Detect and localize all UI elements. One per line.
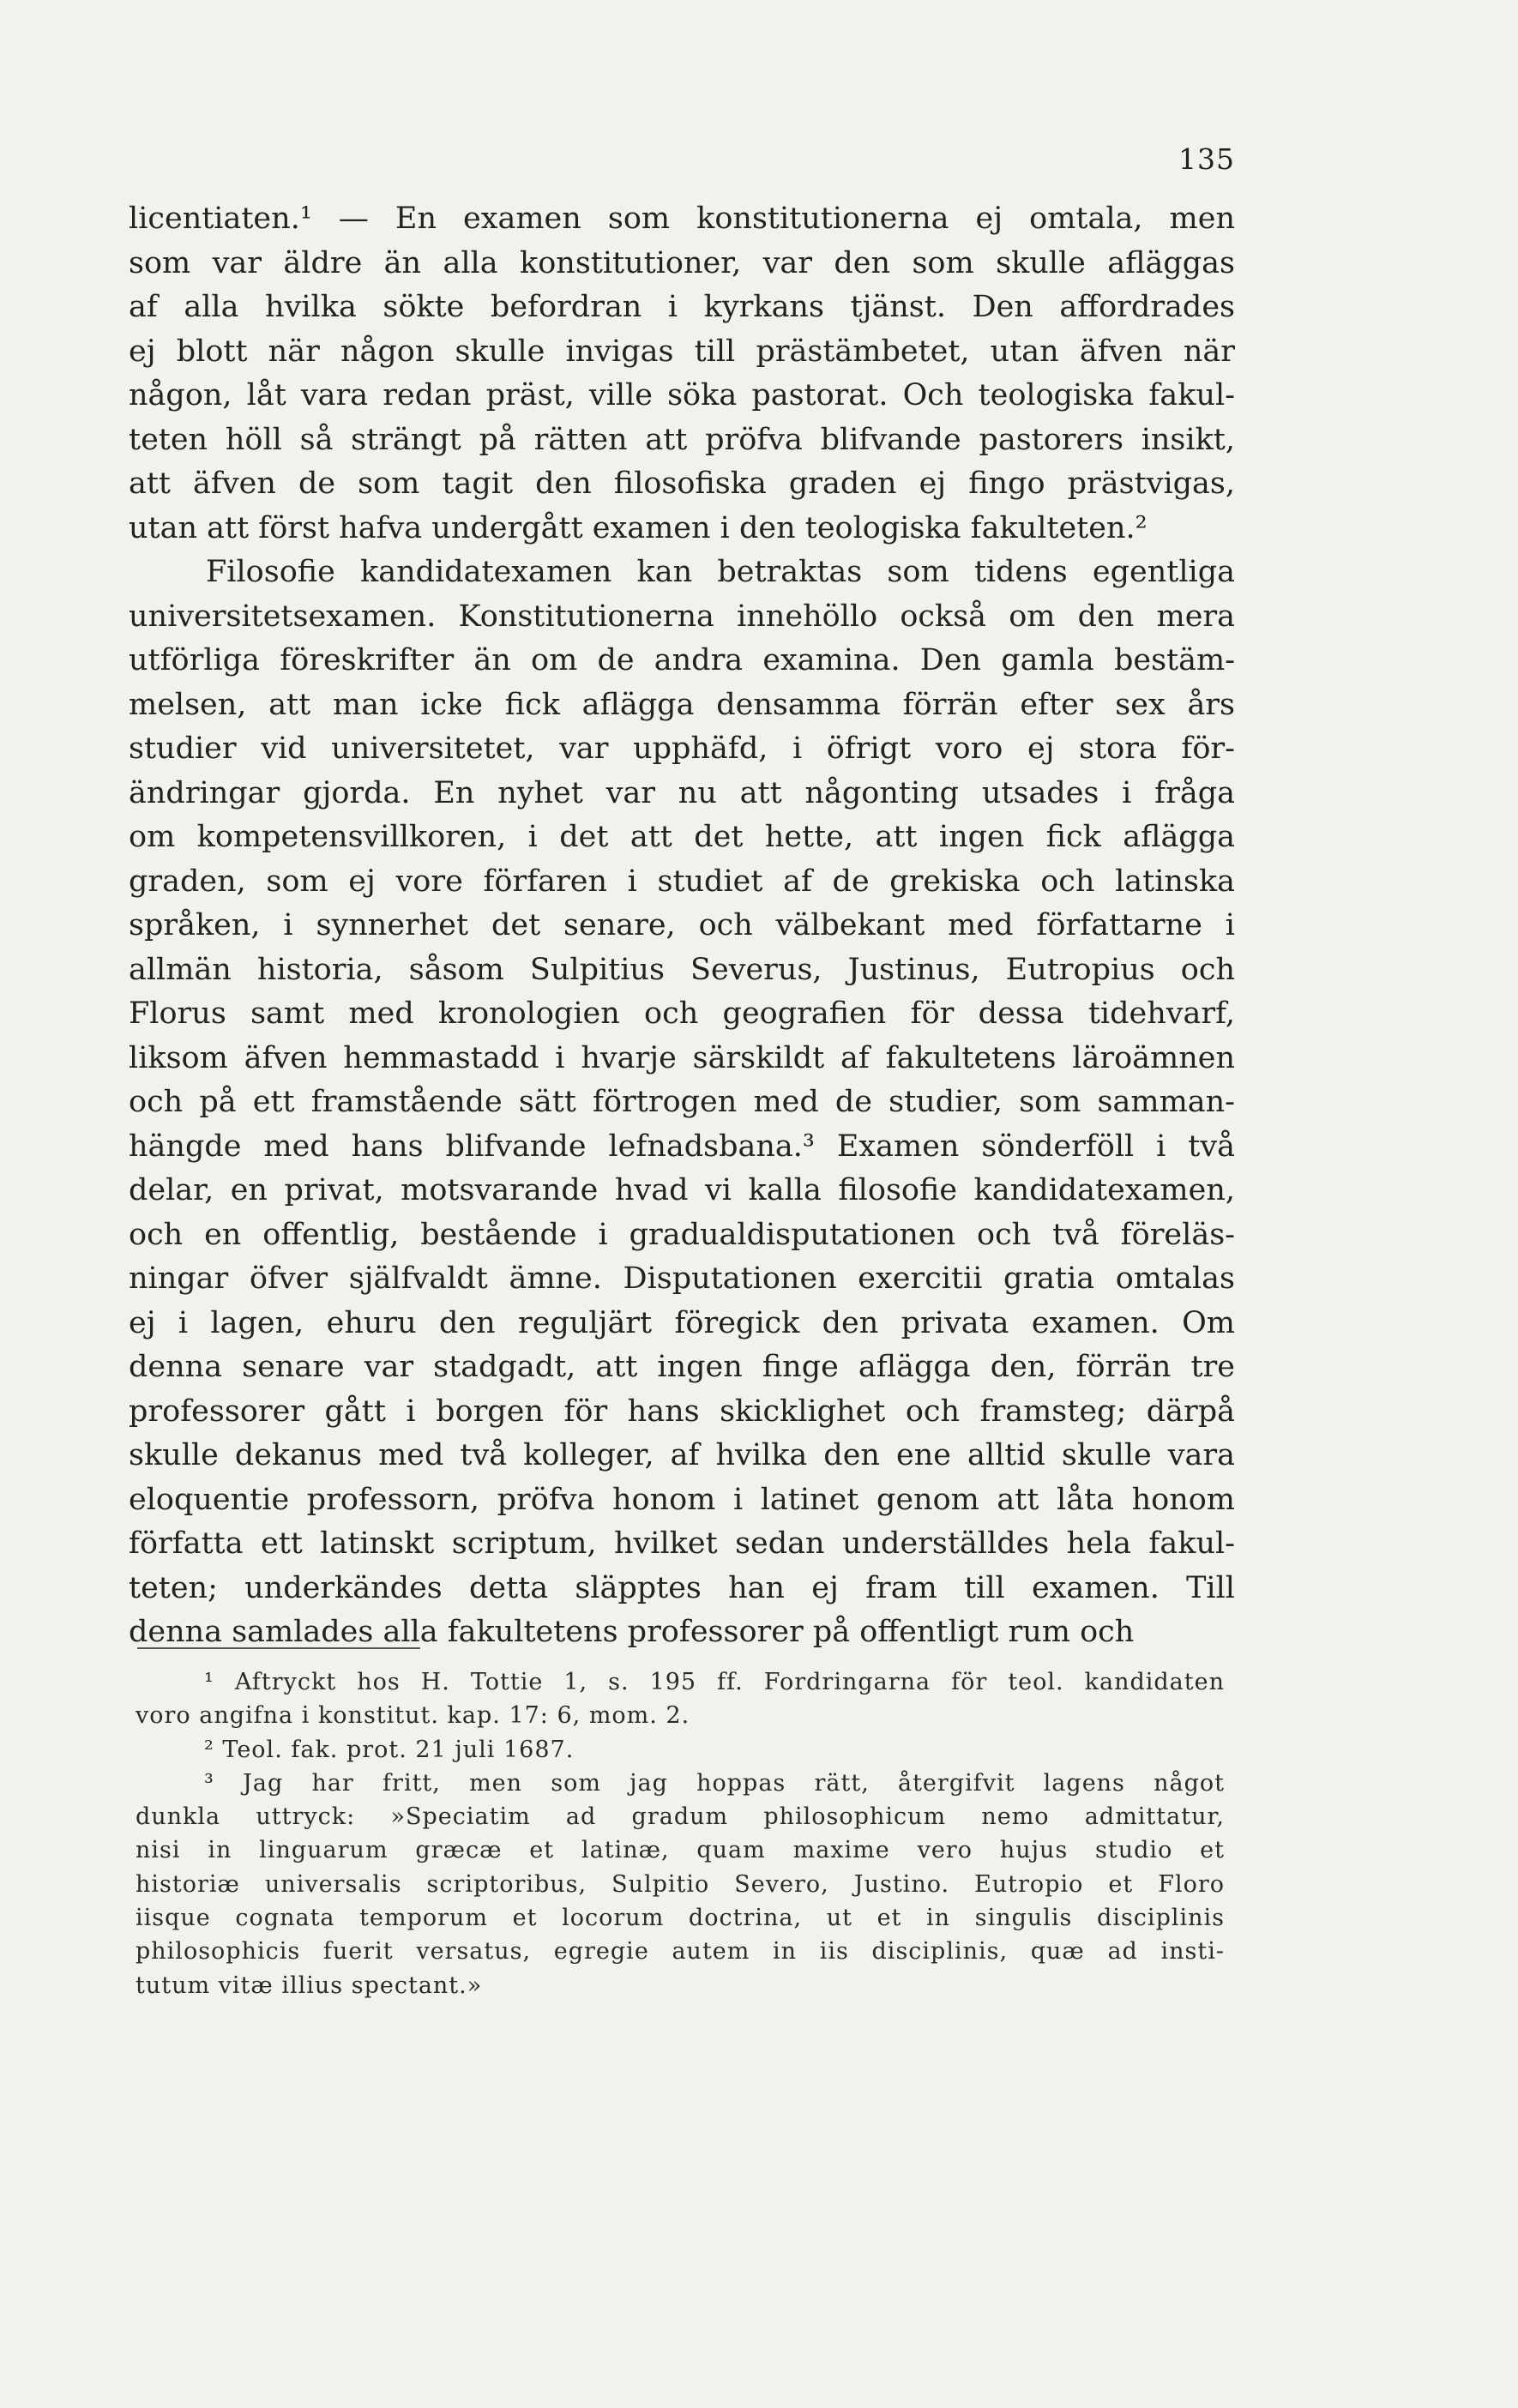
footnote-divider — [137, 1647, 420, 1649]
text-line: teten; underkändes detta släpptes han ej fram till examen. Till — [129, 1570, 1235, 1605]
text-line: utan att först hafva undergått examen i den teologiska fakulteten.² — [129, 510, 1148, 545]
text-line: af alla hvilka sökte befordran i kyrkans tjänst. Den affordrades — [129, 290, 1235, 324]
footnote-line: iisque cognata temporum et locorum doctrina, ut et in singulis disciplinis — [136, 1905, 1225, 1932]
text-line: allmän historia, såsom Sulpitius Severus, Justinus, Eutropius och — [129, 952, 1235, 987]
text-line: skulle dekanus med två kolleger, af hvilka den ene alltid skulle vara — [129, 1438, 1235, 1472]
footnote-line: philosophicis fuerit versatus, egregie autem in iis disciplinis, quæ ad insti- — [136, 1938, 1225, 1966]
text-line: utförliga föreskrifter än om de andra examina. Den gamla bestäm- — [129, 643, 1235, 677]
footnote-line: ² Teol. fak. prot. 21 juli 1687. — [204, 1736, 575, 1763]
footnote-line: nisi in linguarum græcæ et latinæ, quam maxime vero hujus studio et — [136, 1837, 1225, 1864]
text-line: professorer gått i borgen för hans skicklighet och framsteg; därpå — [129, 1394, 1235, 1429]
text-line: ningar öfver själfvaldt ämne. Disputationen exercitii gratia omtalas — [129, 1261, 1235, 1296]
text-line: ändringar gjorda. En nyhet var nu att någonting utsades i fråga — [129, 775, 1235, 810]
text-line: någon, låt vara redan präst, ville söka pastorat. Och teologiska fakul- — [129, 378, 1235, 412]
footnote-line: tutum vitæ illius spectant.» — [136, 1972, 483, 1999]
text-line: licentiaten.¹ — En examen som konstitutionerna ej omtala, men — [129, 202, 1235, 236]
text-line: eloquentie professorn, pröfva honom i latinet genom att låta honom — [129, 1482, 1235, 1517]
text-line: författa ett latinskt scriptum, hvilket sedan underställdes hela fakul- — [129, 1526, 1235, 1561]
text-line: delar, en privat, motsvarande hvad vi kalla filosofie kandidatexamen, — [129, 1173, 1235, 1207]
text-line: denna senare var stadgadt, att ingen finge aflägga den, förrän tre — [129, 1350, 1235, 1384]
text-line: melsen, att man icke fick aflägga densamma förrän efter sex års — [129, 687, 1235, 722]
text-line: teten höll så strängt på rätten att pröfva blifvande pastorers insikt, — [129, 422, 1235, 457]
text-line: Florus samt med kronologien och geografien för dessa tidehvarf, — [129, 996, 1235, 1031]
text-line: att äfven de som tagit den filosofiska graden ej fingo prästvigas, — [129, 467, 1235, 501]
text-line: och en offentlig, bestående i gradualdisputationen och två föreläs- — [129, 1217, 1235, 1252]
footnote-line: ¹ Aftryckt hos H. Tottie 1, s. 195 ff. Fordringarna för teol. kandidaten — [204, 1669, 1225, 1695]
footnote-line: ³ Jag har fritt, men som jag hoppas rätt, återgifvit lagens något — [204, 1769, 1225, 1797]
footnote-line: historiæ universalis scriptoribus, Sulpitio Severo, Justino. Eutropio et Floro — [136, 1870, 1225, 1898]
text-line: språken, i synnerhet det senare, och välbekant med författarne i — [129, 908, 1235, 942]
page-number: 135 — [1178, 142, 1235, 176]
body-text — [129, 197, 1235, 1655]
text-line: och på ett framstående sätt förtrogen med de studier, som samman- — [129, 1085, 1235, 1119]
text-line: som var äldre än alla konstitutioner, var den som skulle afläggas — [129, 245, 1235, 280]
text-line: studier vid universitetet, var upphäfd, i öfrigt voro ej stora för- — [129, 731, 1235, 766]
text-line: liksom äfven hemmastadd i hvarje särskildt af fakultetens läroämnen — [129, 1040, 1235, 1075]
text-line: ej i lagen, ehuru den reguljärt föregick den privata examen. Om — [129, 1305, 1235, 1340]
text-line: ej blott när någon skulle invigas till prästämbetet, utan äfven när — [129, 334, 1235, 369]
text-line: hängde med hans blifvande lefnadsbana.³ Examen sönderföll i två — [129, 1129, 1235, 1164]
footnote-line: voro angifna i konstitut. kap. 17: 6, mom. 2. — [136, 1702, 690, 1730]
text-line: universitetsexamen. Konstitutionerna innehöllo också om den mera — [129, 599, 1235, 634]
text-line: graden, som ej vore förfaren i studiet af de grekiska och latinska — [129, 864, 1235, 899]
text-line: denna samlades alla fakultetens professorer på offentligt rum och — [129, 1615, 1135, 1649]
text-line: om kompetensvillkoren, i det att det hette, att ingen fick aflägga — [129, 820, 1235, 854]
text-line: Filosofie kandidatexamen kan betraktas som tidens egentliga — [206, 555, 1235, 589]
footnotes — [136, 1665, 1225, 2002]
footnote-line: dunkla uttryck: »Speciatim ad gradum philosophicum nemo admittatur, — [136, 1803, 1225, 1831]
